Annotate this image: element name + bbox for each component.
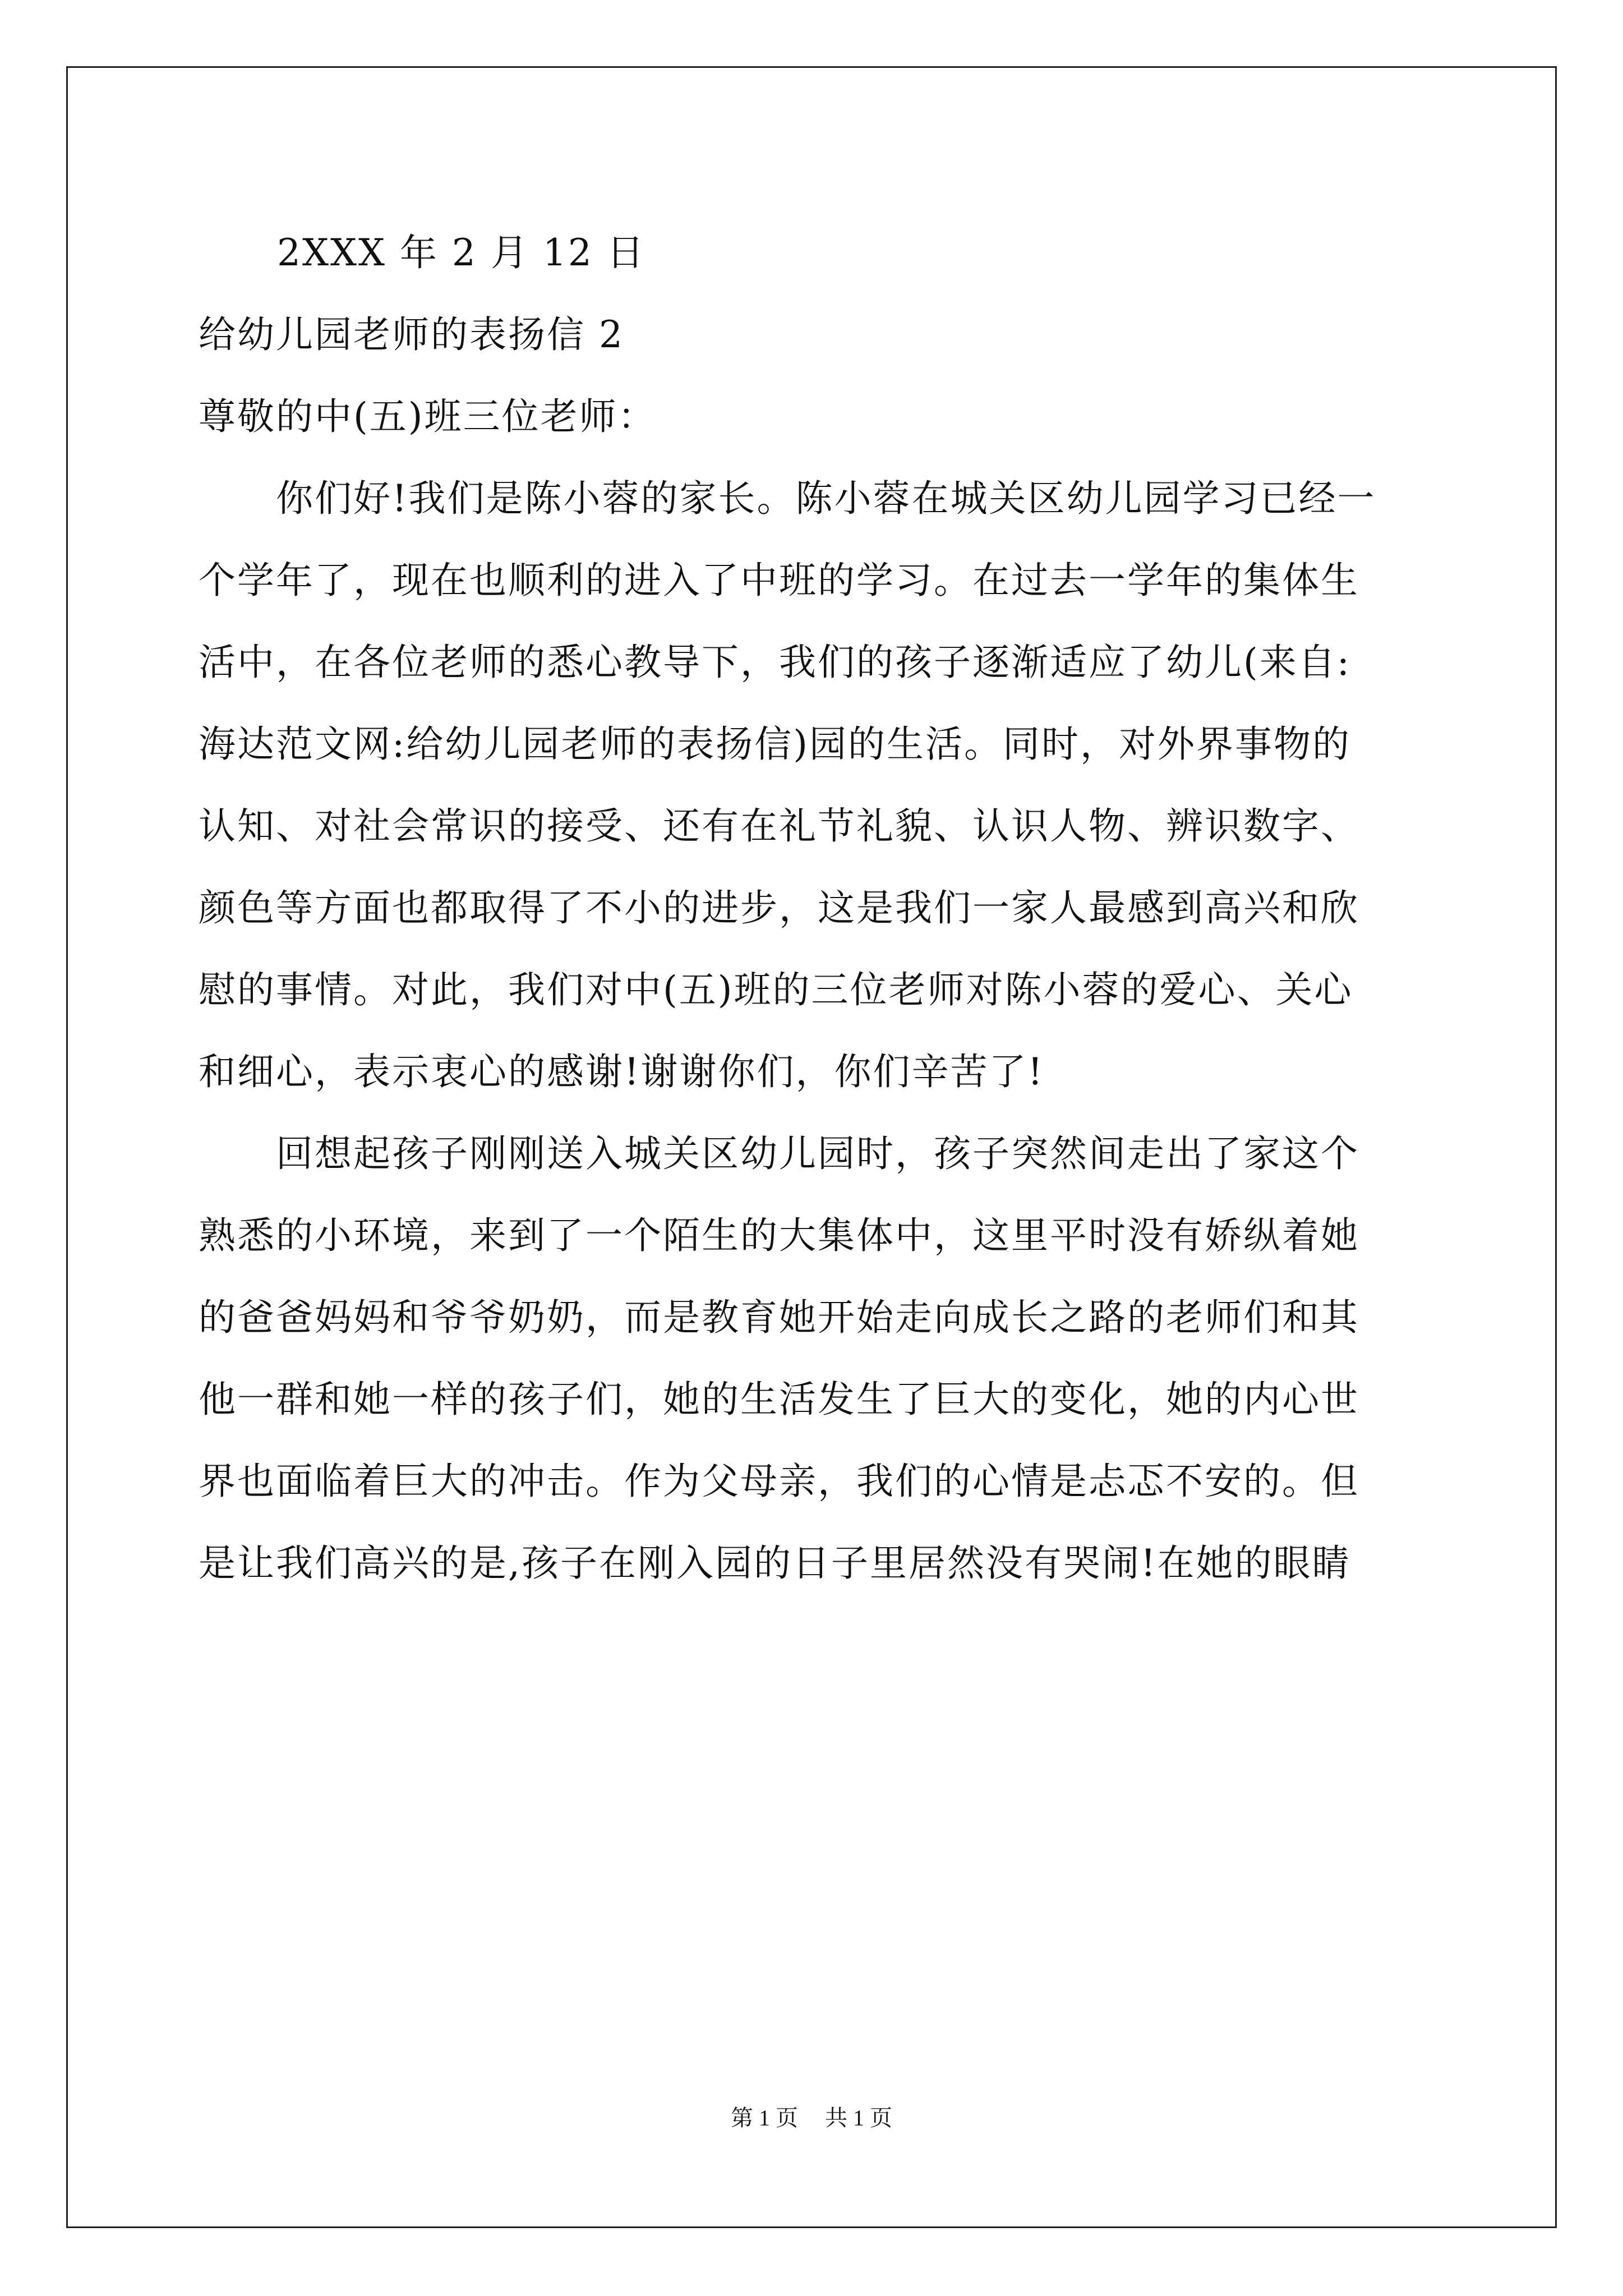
body-line: 海达范文网:给幼儿园老师的表扬信)园的生活。同时，对外界事物的 bbox=[199, 723, 1351, 766]
page-total: 共 1 页 bbox=[825, 2105, 892, 2131]
body-line: 他一群和她一样的孩子们，她的生活发生了巨大的变化，她的内心世 bbox=[199, 1378, 1359, 1421]
page-number: 第 1 页 bbox=[731, 2105, 798, 2131]
page-footer bbox=[0, 2100, 1623, 2132]
body-line: 活中，在各位老师的悉心教导下，我们的孩子逐渐适应了幼儿(来自: bbox=[199, 641, 1351, 684]
letter-salutation: 尊敬的中(五)班三位老师： bbox=[199, 395, 657, 438]
body-line: 你们好!我们是陈小蓉的家长。陈小蓉在城关区幼儿园学习已经一 bbox=[199, 477, 1376, 520]
body-line: 熟悉的小环境，来到了一个陌生的大集体中，这里平时没有娇纵着她 bbox=[199, 1214, 1359, 1257]
document-body bbox=[199, 212, 1432, 1604]
body-line: 界也面临着巨大的冲击。作为父母亲，我们的心情是忐忑不安的。但 bbox=[199, 1460, 1359, 1503]
body-line: 和细心，表示衷心的感谢!谢谢你们，你们辛苦了! bbox=[199, 1050, 1045, 1093]
body-line: 是让我们高兴的是,孩子在刚入园的日子里居然没有哭闹!在她的眼睛 bbox=[199, 1542, 1351, 1585]
body-line: 的爸爸妈妈和爷爷奶奶，而是教育她开始走向成长之路的老师们和其 bbox=[199, 1296, 1359, 1339]
body-line: 个学年了，现在也顺利的进入了中班的学习。在过去一学年的集体生 bbox=[199, 559, 1359, 602]
body-line: 慰的事情。对此，我们对中(五)班的三位老师对陈小蓉的爱心、关心 bbox=[199, 968, 1353, 1011]
body-line: 回想起孩子刚刚送入城关区幼儿园时，孩子突然间走出了家这个 bbox=[199, 1132, 1359, 1175]
body-line: 认知、对社会常识的接受、还有在礼节礼貌、认识人物、辨识数字、 bbox=[199, 804, 1359, 848]
letter-date: 2XXX 年 2 月 12 日 bbox=[277, 231, 645, 274]
letter-title: 给幼儿园老师的表扬信 2 bbox=[199, 313, 624, 356]
body-line: 颜色等方面也都取得了不小的进步，这是我们一家人最感到高兴和欣 bbox=[199, 886, 1359, 930]
